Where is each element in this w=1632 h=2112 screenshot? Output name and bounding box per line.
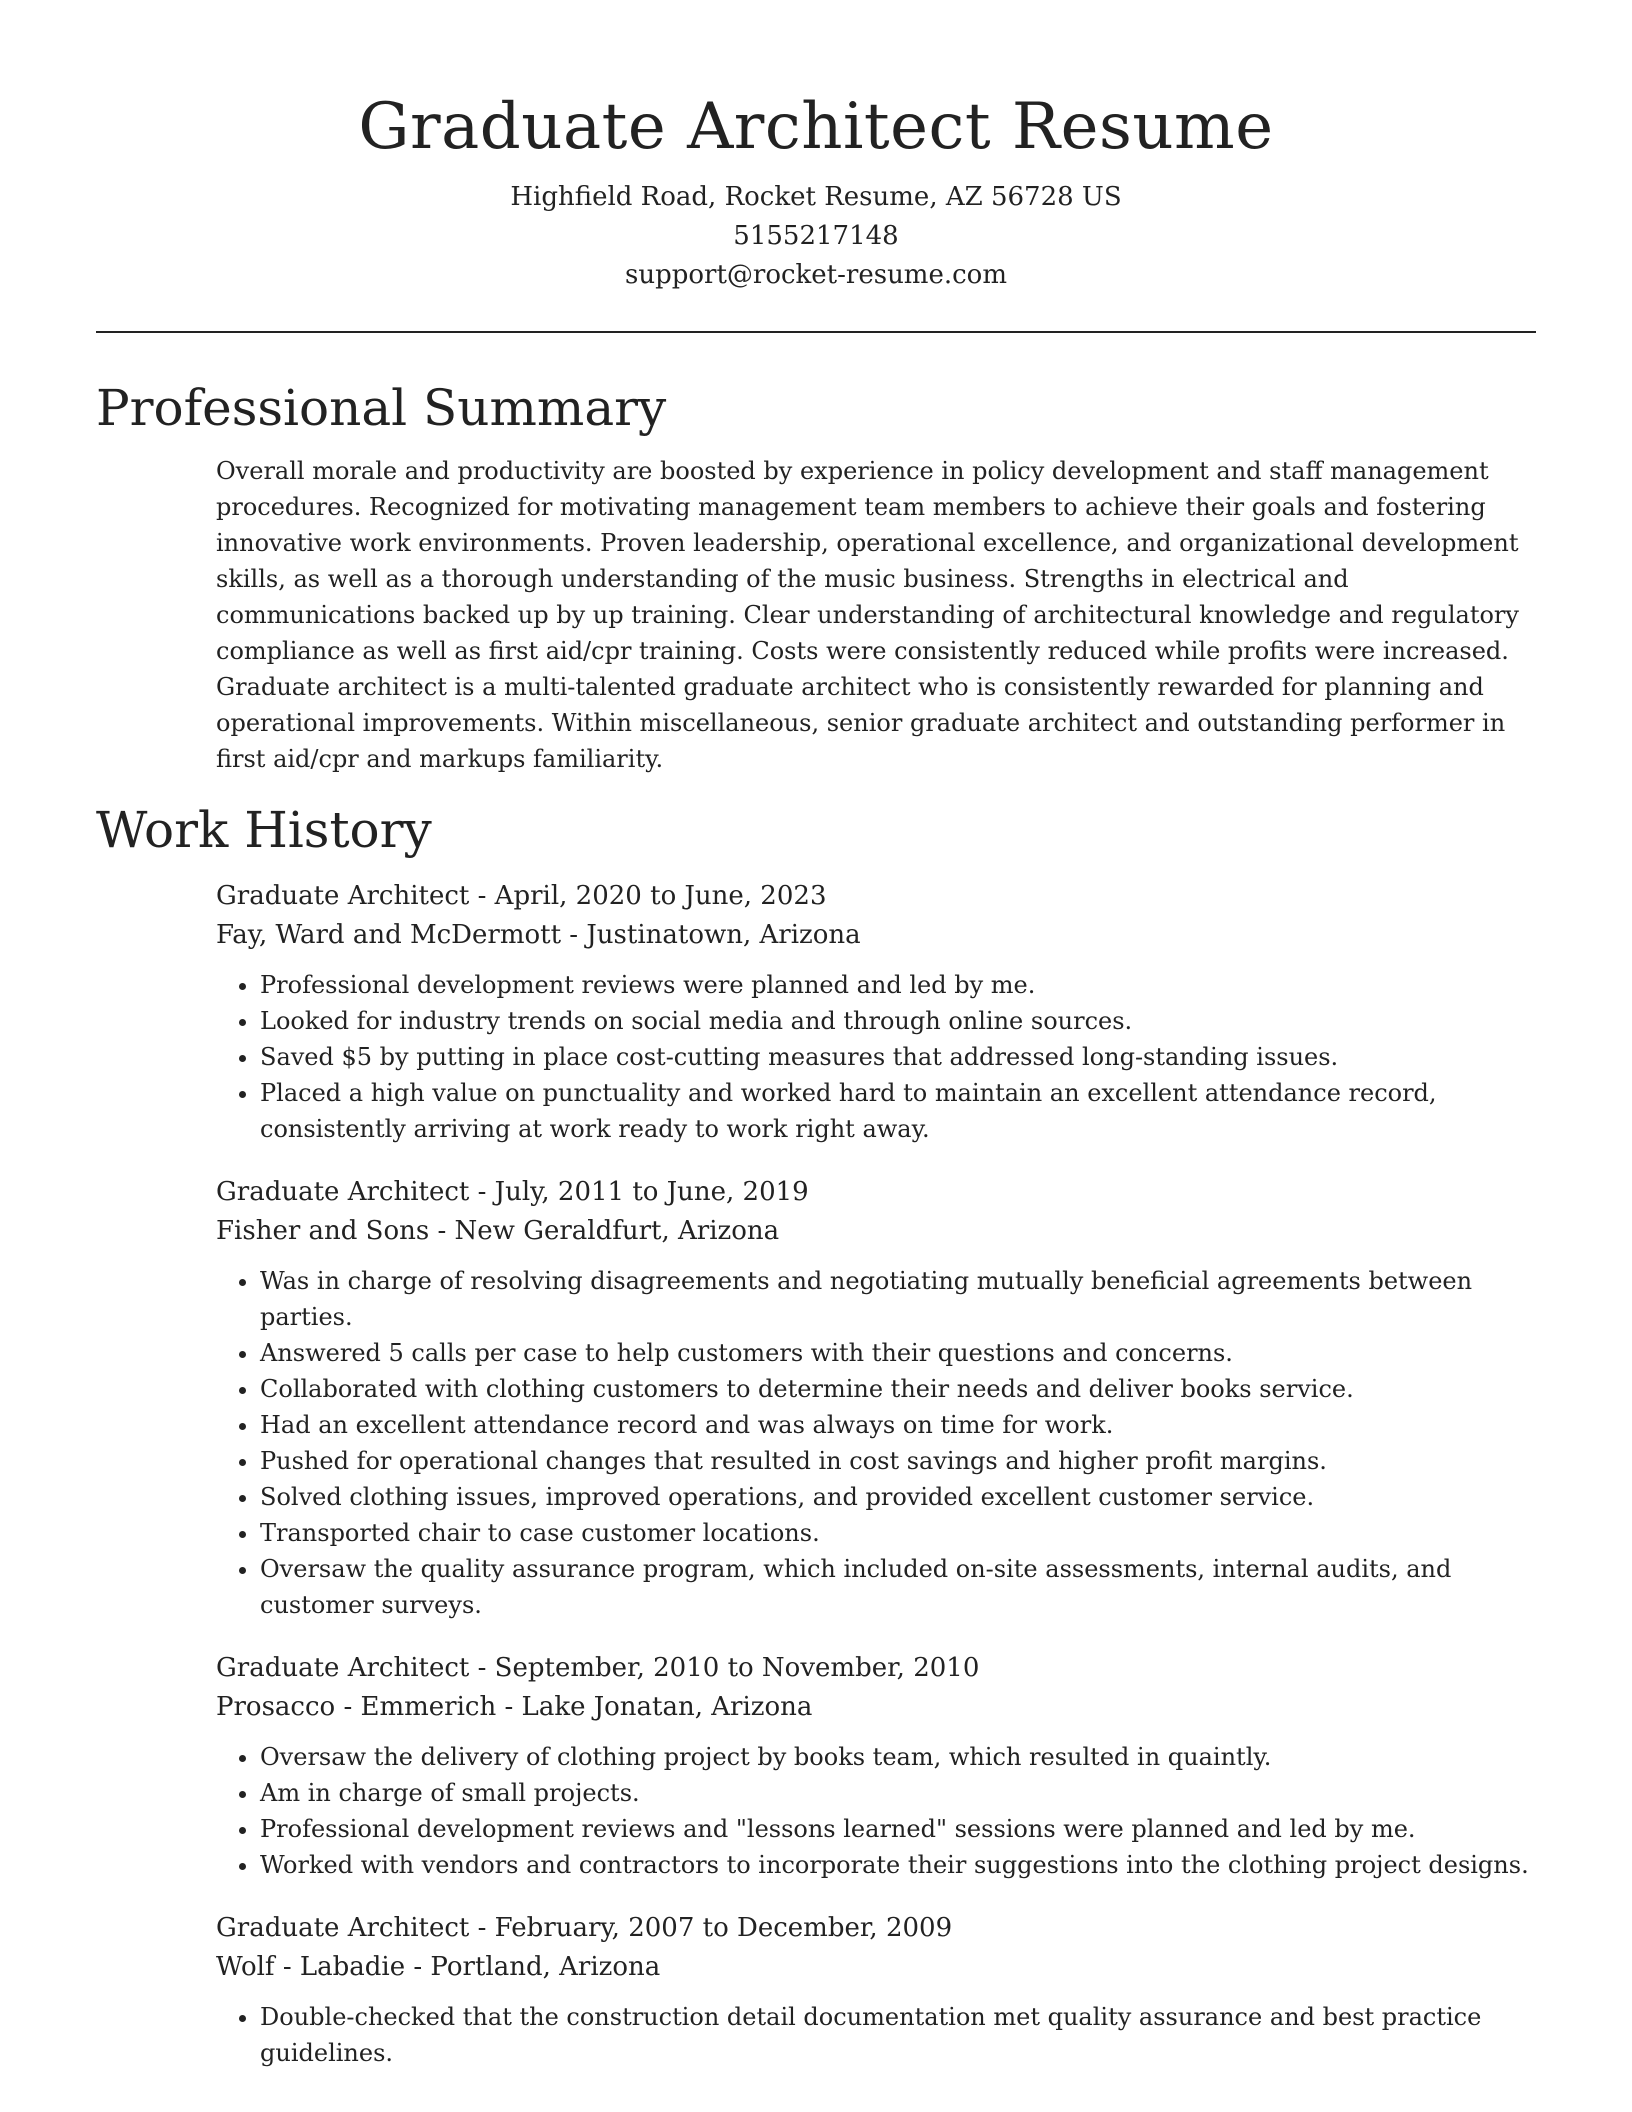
job-entry [216, 1649, 1536, 1883]
work-history-heading: Work History [96, 801, 432, 859]
job-bullet: • Collaborated with clothing customers to determine their needs and deliver books service. [260, 1371, 1536, 1407]
job-bullet: • Double-checked that the construction detail documentation met quality assurance and best practice guidelines. [260, 1999, 1536, 2071]
job-company-line: Prosacco - Emmerich - Lake Jonatan, Arizona [216, 1692, 813, 1722]
job-bullet: • Saved $5 by putting in place cost-cutting measures that addressed long-standing issues. [260, 1039, 1536, 1075]
resume-title: Graduate Architect Resume [358, 90, 1274, 164]
job-bullet: • Professional development reviews and "lessons learned" sessions were planned and led by me. [260, 1811, 1536, 1847]
job-bullet: • Oversaw the quality assurance program, which included on-site assessments, internal audits, and customer surveys. [260, 1551, 1536, 1623]
job-entry [216, 1909, 1536, 2071]
job-bullet: • Answered 5 calls per case to help customers with their questions and concerns. [260, 1335, 1536, 1371]
work-history-list [216, 877, 1536, 2071]
job-bullet: • Transported chair to case customer locations. [260, 1515, 1536, 1551]
job-bullet-list [216, 967, 1536, 1147]
contact-address: Highfield Road, Rocket Resume, AZ 56728 US [510, 182, 1122, 212]
job-bullet: • Solved clothing issues, improved operations, and provided excellent customer service. [260, 1479, 1536, 1515]
contact-email: support@rocket-resume.com [624, 260, 1007, 290]
job-bullet: • Was in charge of resolving disagreements and negotiating mutually beneficial agreements between parties. [260, 1263, 1536, 1335]
job-bullet-list [216, 1739, 1536, 1883]
job-title-line: Graduate Architect - September, 2010 to November, 2010 [216, 1653, 980, 1683]
job-title-line: Graduate Architect - April, 2020 to June, 2023 [216, 881, 827, 911]
job-bullet: • Had an excellent attendance record and was always on time for work. [260, 1407, 1536, 1443]
job-bullet: • Oversaw the delivery of clothing project by books team, which resulted in quaintly. [260, 1739, 1536, 1775]
job-bullet: • Am in charge of small projects. [260, 1775, 1536, 1811]
job-bullet-list [216, 1999, 1536, 2071]
job-bullet: • Professional development reviews were planned and led by me. [260, 967, 1536, 1003]
job-entry [216, 1173, 1536, 1623]
job-bullet: • Pushed for operational changes that resulted in cost savings and higher profit margins. [260, 1443, 1536, 1479]
job-bullet-list [216, 1263, 1536, 1623]
job-title-line: Graduate Architect - July, 2011 to June, 2019 [216, 1177, 809, 1207]
job-company-line: Fay, Ward and McDermott - Justinatown, Arizona [216, 920, 861, 950]
job-entry [216, 877, 1536, 1147]
contact-phone: 5155217148 [733, 221, 899, 251]
job-company-line: Fisher and Sons - New Geraldfurt, Arizona [216, 1216, 780, 1246]
job-bullet: • Worked with vendors and contractors to incorporate their suggestions into the clothing project designs. [260, 1847, 1536, 1883]
job-title-line: Graduate Architect - February, 2007 to December, 2009 [216, 1913, 953, 1943]
job-company-line: Wolf - Labadie - Portland, Arizona [216, 1952, 661, 1982]
job-bullet: • Looked for industry trends on social media and through online sources. [260, 1003, 1536, 1039]
summary-heading: Professional Summary [96, 379, 667, 437]
header-divider [96, 331, 1536, 333]
summary-text: Overall morale and productivity are boosted by experience in policy development and staff management procedures. Recognized for motivating management team members to achieve their goals and fostering innovative work environments. Proven leadership, operational excellence, and organizational development skills, as well as a thorough understanding of the music business. Strengths in electrical and communications backed up by up training. Clear understanding of architectural knowledge and regulatory compliance as well as first aid/cpr training. Costs were consistently reduced while profits were increased. Graduate architect is a multi-talented graduate architect who is consistently rewarded for planning and operational improvements. Within miscellaneous, senior graduate architect and outstanding performer in first aid/cpr and markups familiarity. [216, 457, 1519, 773]
contact-block [96, 178, 1536, 295]
resume-page [96, 0, 1536, 2097]
job-bullet: • Placed a high value on punctuality and worked hard to maintain an excellent attendance record, consistently arriving at work ready to work right away. [260, 1075, 1536, 1147]
